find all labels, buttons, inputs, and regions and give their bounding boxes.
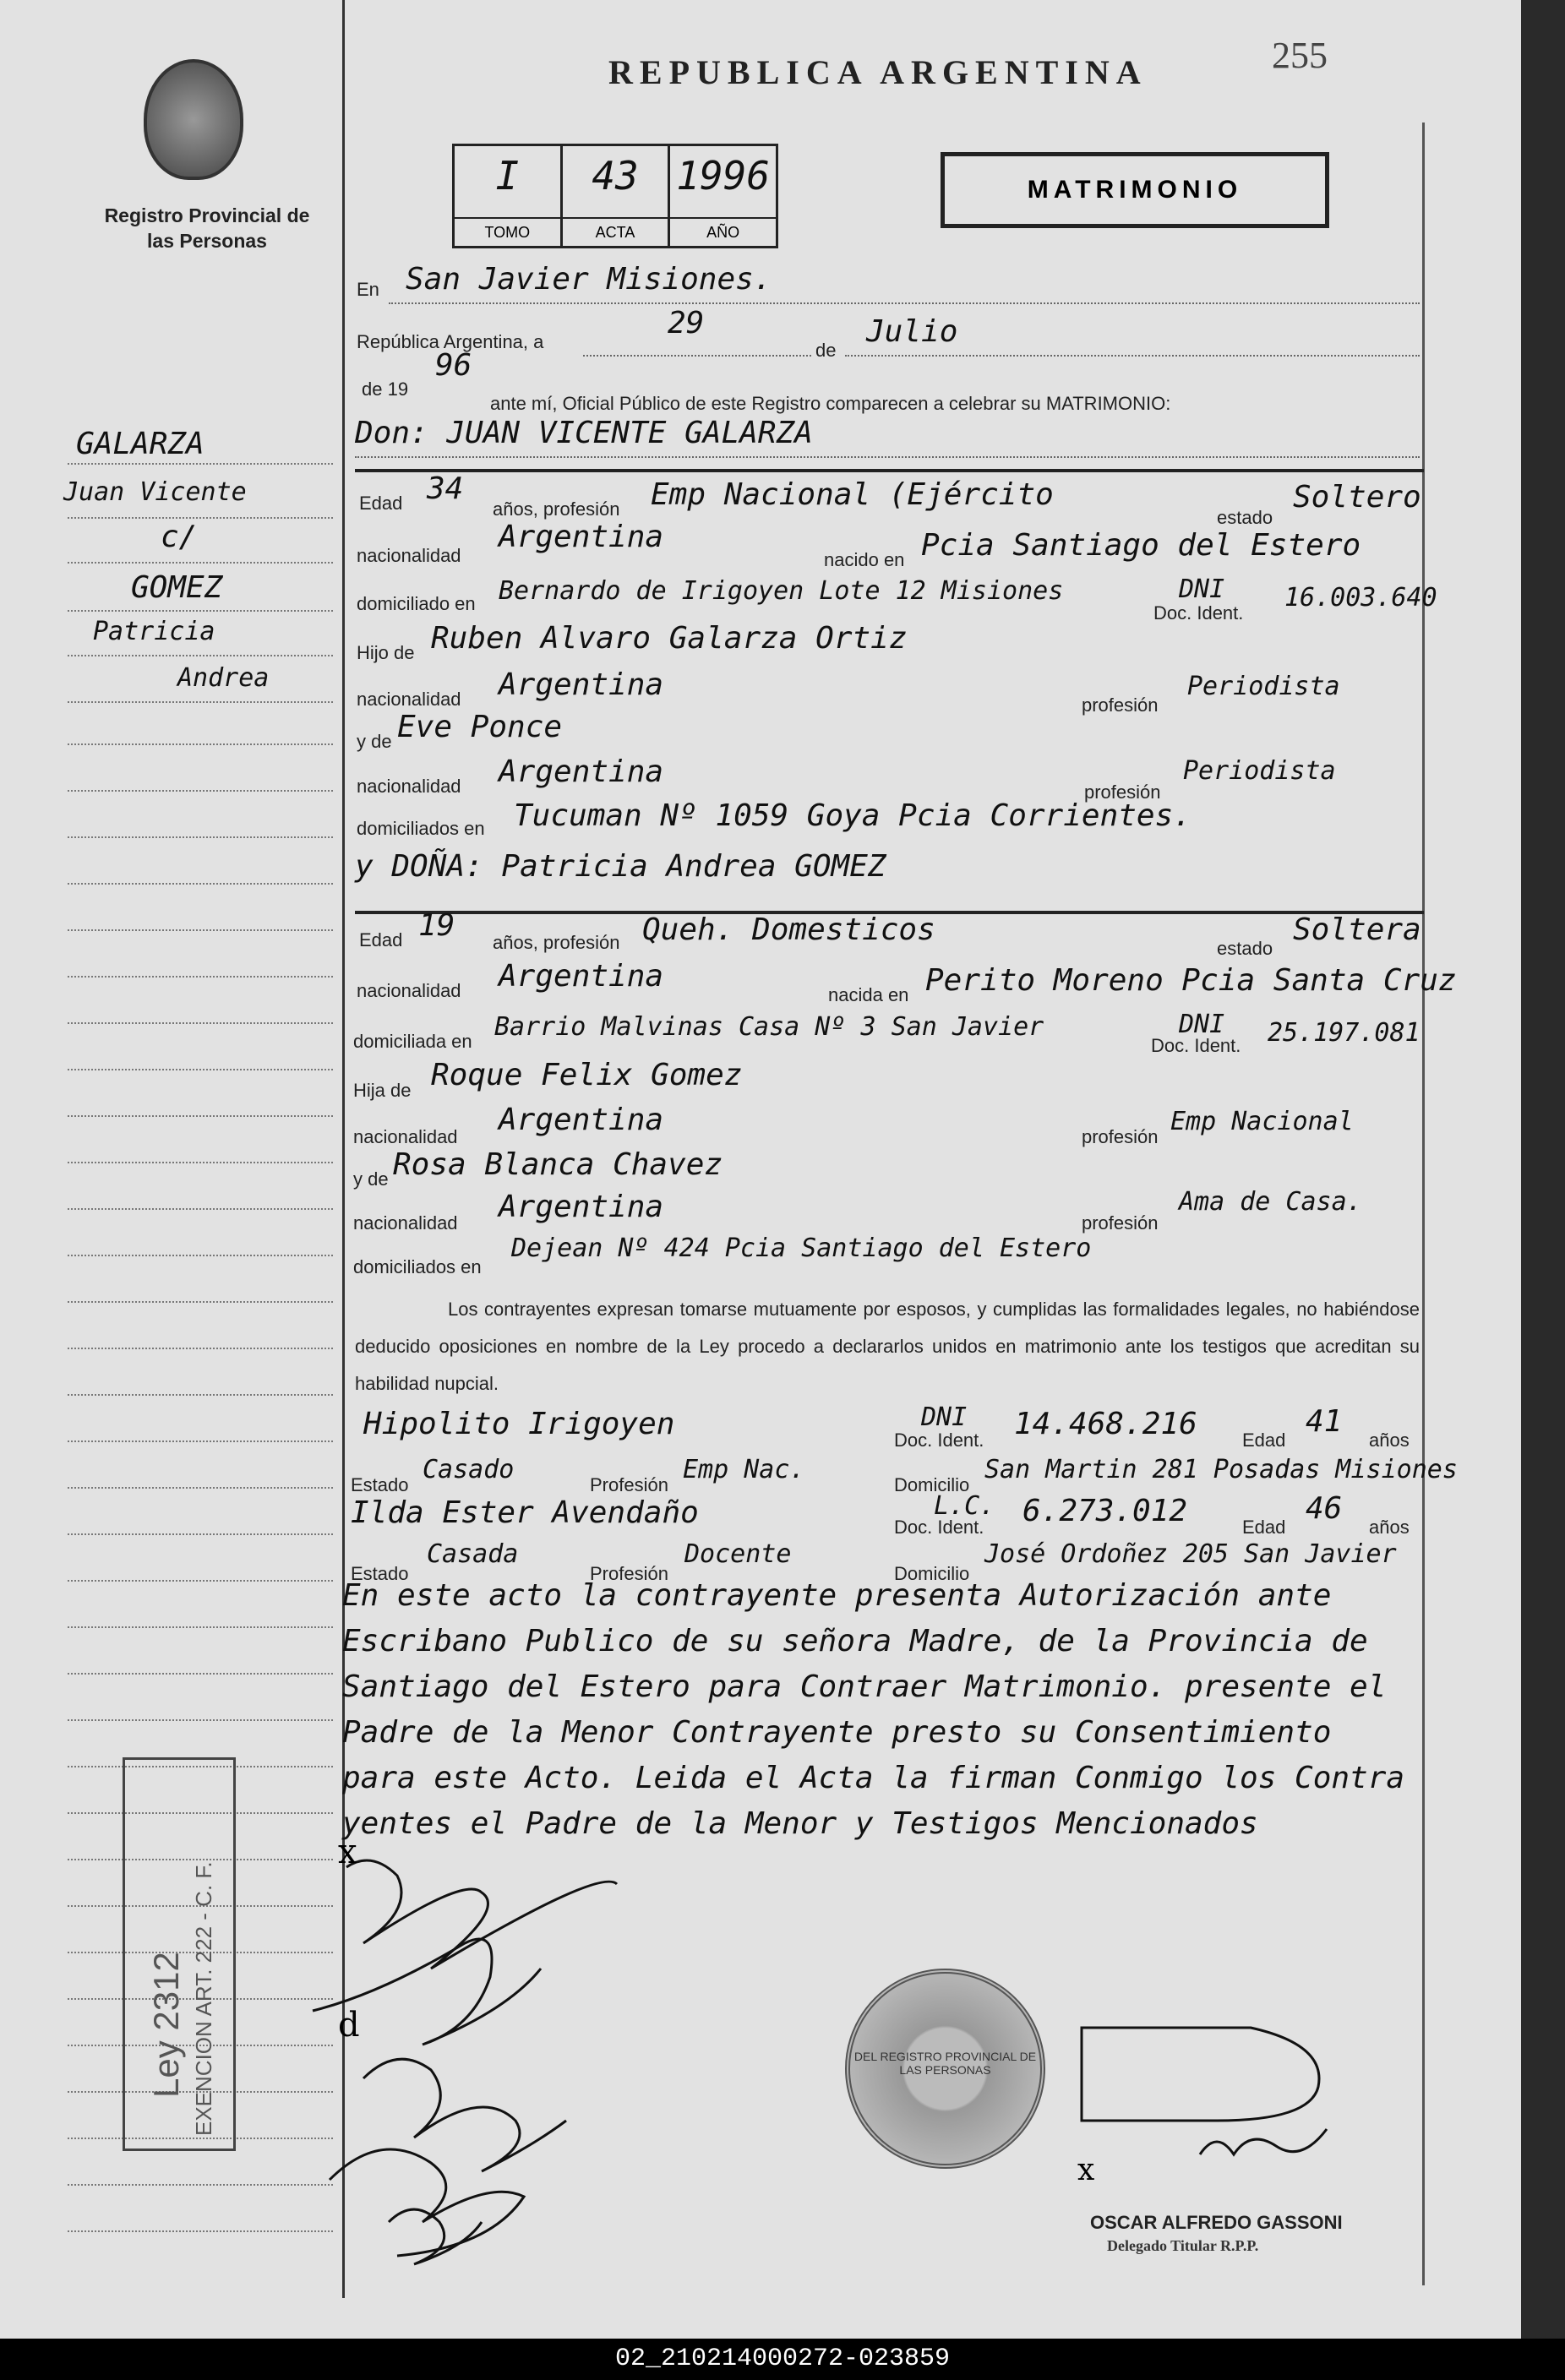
bride-mother-prof: Ama de Casa. [1179,1187,1362,1217]
witness2-prof: Docente [684,1539,792,1569]
groom-father-nat-label: nacionalidad [357,689,461,710]
bride-civil: Soltera [1293,912,1421,947]
note-line: Padre de la Menor Contrayente presto su Consentimiento [342,1715,1332,1750]
year-prefix: de 19 [362,379,409,400]
groom-born-label: nacido en [824,549,905,570]
margin-bride-surname: GOMEZ [131,570,223,605]
bride-father-nat-label: nacionalidad [353,1126,458,1147]
groom-doc-label: Doc. Ident. [1153,602,1244,624]
tomo-label: TOMO [455,217,560,246]
exemption-stamp [123,1757,236,2151]
bride-civil-label: estado [1217,938,1273,959]
witness1-addr: San Martin 281 Posadas Misiones [984,1455,1458,1484]
groom-father-nat: Argentina [499,667,664,702]
acta-cell [563,146,671,246]
bride-parents-addr-label: domiciliados en [353,1256,482,1277]
witness1-prof-label: Profesión [590,1474,668,1495]
witness2-civil-label: Estado [351,1563,409,1584]
registry-seal-icon [144,59,243,180]
bride-doc: 25.197.081 [1268,1018,1420,1048]
groom-father-prof: Periodista [1187,672,1340,701]
bride-prof-label: años, profesión [493,932,620,953]
bride-doc-label: Doc. Ident. [1151,1035,1241,1056]
groom-parents-addr-label: domiciliados en [357,818,485,839]
groom-age-label: Edad [359,493,403,514]
bride-father-label: Hija de [353,1080,412,1101]
bride-age-label: Edad [359,929,403,950]
note-line: para este Acto. Leida el Acta la firman Conmigo los Contra [342,1761,1405,1795]
witness2-prof-label: Profesión [590,1563,668,1584]
witness2-doc-label: Doc. Ident. [894,1517,984,1538]
groom-mother-prof: Periodista [1183,756,1336,786]
witness2-age: 46 [1306,1491,1343,1526]
bride-born: Perito Moreno Pcia Santa Cruz [925,963,1457,998]
bride-name: y DOÑA: Patricia Andrea GOMEZ [355,849,886,884]
place-value: San Javier Misiones. [406,262,772,297]
witness2-name: Ilda Ester Avendaño [351,1495,699,1530]
place-dots [389,302,1420,304]
groom-father: Ruben Alvaro Galarza Ortiz [431,621,908,656]
folio-number: 255 [1272,35,1328,76]
bride-mother-nat-label: nacionalidad [353,1212,458,1234]
witness2-doc: 6.273.012 [1022,1494,1188,1528]
groom-address: Bernardo de Irigoyen Lote 12 Misiones [499,576,1064,606]
image-id-footer: 02_210214000272-023859 [0,2339,1565,2380]
bride-mother-prof-label: profesión [1082,1212,1159,1234]
note-line: Escribano Publico de su señora Madre, de la Provincia de [342,1624,1368,1658]
signatures-image [262,1825,769,2298]
margin-bride-given1: Patricia [93,617,215,646]
date-de: de [815,340,837,361]
witness1-doc: 14.468.216 [1014,1407,1197,1441]
official-signature-image [1065,2011,1369,2197]
witness1-civil-label: Estado [351,1474,409,1495]
groom-separator [355,469,1424,472]
witness1-age-unit: años [1369,1430,1410,1451]
groom-nationality: Argentina [499,520,664,554]
bride-parents-addr: Dejean Nº 424 Pcia Santiago del Estero [511,1234,1092,1263]
witness1-civil: Casado [423,1455,515,1484]
law-number: Ley 2312 [146,1952,186,2098]
groom-prof-label: años, profesión [493,498,620,520]
ano-cell [670,146,776,246]
groom-father-prof-label: profesión [1082,694,1159,716]
official-name: OSCAR ALFREDO GASSONI [1090,2212,1343,2233]
groom-father-label: Hijo de [357,642,415,663]
groom-parents-addr: Tucuman Nº 1059 Goya Pcia Corrientes. [514,798,1191,833]
bride-address: Barrio Malvinas Casa Nº 3 San Javier [494,1012,1044,1042]
groom-doc-prefix: DNI [1179,575,1225,604]
official-title: Delegado Titular R.P.P. [1107,2237,1259,2254]
groom-civil: Soltero [1293,480,1421,515]
date-day: 29 [668,306,705,340]
note-line: En este acto la contrayente presenta Autorización ante [342,1578,1332,1613]
groom-born: Pcia Santiago del Estero [921,528,1361,563]
country-title: REPUBLICA ARGENTINA [608,53,1148,91]
groom-civil-label: estado [1217,507,1273,528]
svg-text:x: x [1077,2153,1095,2187]
witness2-doc-prefix: L.C. [934,1491,995,1521]
bride-mother-nat: Argentina [499,1190,664,1224]
record-box [452,144,778,248]
groom-nat-label: nacionalidad [357,545,461,566]
registry-label: Registro Provincial de las Personas [104,204,310,252]
month-dots [845,355,1420,357]
bride-father: Roque Felix Gomez [431,1058,743,1092]
groom-mother-label: y de [357,731,392,752]
witness2-age-unit: años [1369,1517,1410,1538]
bride-born-label: nacida en [828,984,909,1005]
bride-father-prof-label: profesión [1082,1126,1159,1147]
seal-text: DEL REGISTRO PROVINCIAL DE LAS PERSONAS [853,2050,1037,2077]
groom-age: 34 [427,471,464,506]
exemption-text: EXENCION ART. 222 - C. F. [191,1861,216,2136]
tomo-cell [455,146,563,246]
witness2-age-label: Edad [1242,1517,1286,1538]
date-month: Julio [866,314,958,349]
place-label: En [357,279,379,300]
bride-age: 19 [418,908,455,943]
note-line: yentes el Padre de la Menor y Testigos Mencionados [342,1806,1258,1841]
tomo-value: I [495,153,520,199]
note-line: Santiago del Estero para Contraer Matrimonio. presente el [342,1669,1387,1704]
bride-addr-label: domiciliada en [353,1031,472,1052]
day-dots [583,355,811,357]
groom-name-dots [355,456,1420,458]
act-type-box: MATRIMONIO [941,152,1329,228]
witness1-prof: Emp Nac. [683,1455,805,1484]
groom-mother-nat: Argentina [499,754,664,789]
witness1-age-label: Edad [1242,1430,1286,1451]
bride-father-prof: Emp Nacional [1170,1107,1354,1136]
groom-mother: Eve Ponce [397,710,563,744]
bride-mother: Rosa Blanca Chavez [393,1147,723,1182]
groom-doc: 16.003.640 [1284,583,1437,613]
witness1-name: Hipolito Irigoyen [363,1407,675,1441]
margin-bride-given2: Andrea [177,663,270,693]
witness2-addr: José Ordoñez 205 San Javier [984,1539,1397,1569]
witness2-addr-label: Domicilio [894,1563,970,1584]
acta-value: 43 [592,153,639,199]
bride-nat-label: nacionalidad [357,980,461,1001]
bride-mother-label: y de [353,1168,389,1190]
date-year: 96 [435,348,472,383]
witness1-doc-label: Doc. Ident. [894,1430,984,1451]
margin-connector: c/ [161,520,198,554]
witness1-addr-label: Domicilio [894,1474,970,1495]
ano-label: AÑO [670,217,776,246]
bride-father-nat: Argentina [499,1103,664,1137]
registry-seal-stamp [845,1969,1045,2169]
bride-nationality: Argentina [499,959,664,994]
groom-mother-nat-label: nacionalidad [357,776,461,797]
groom-profession: Emp Nacional (Ejército [651,477,1054,512]
date-prefix: República Argentina, a [357,331,544,352]
groom-addr-label: domiciliado en [357,593,476,614]
witness1-doc-prefix: DNI [921,1402,968,1432]
svg-text:d: d [338,2006,360,2045]
margin-groom-given: Juan Vicente [63,477,247,507]
declaration-text: Los contrayentes expresan tomarse mutuamente por esposos, y cumplidas las formalidades legales, no habiéndose deducido oposiciones en nombre de la Ley procedo a declararlos unidos en matrimonio ante los testigos que acreditan su habilidad nupcial. [355,1299,1420,1394]
bride-profession: Queh. Domesticos [642,912,935,947]
book-binding [1521,0,1565,2339]
groom-mother-prof-label: profesión [1084,782,1161,803]
witness2-civil: Casada [427,1539,519,1569]
right-rule [1422,123,1425,2285]
date-statement: ante mí, Oficial Público de este Registro comparecen a celebrar su MATRIMONIO: [490,393,1171,414]
svg-text:x: x [338,1833,357,1871]
witness1-age: 41 [1306,1404,1343,1439]
margin-groom-surname: GALARZA [76,427,204,461]
groom-name: Don: JUAN VICENTE GALARZA [355,416,813,450]
bride-doc-prefix: DNI [1179,1010,1225,1039]
ano-value: 1996 [676,153,771,199]
acta-label: ACTA [563,217,668,246]
